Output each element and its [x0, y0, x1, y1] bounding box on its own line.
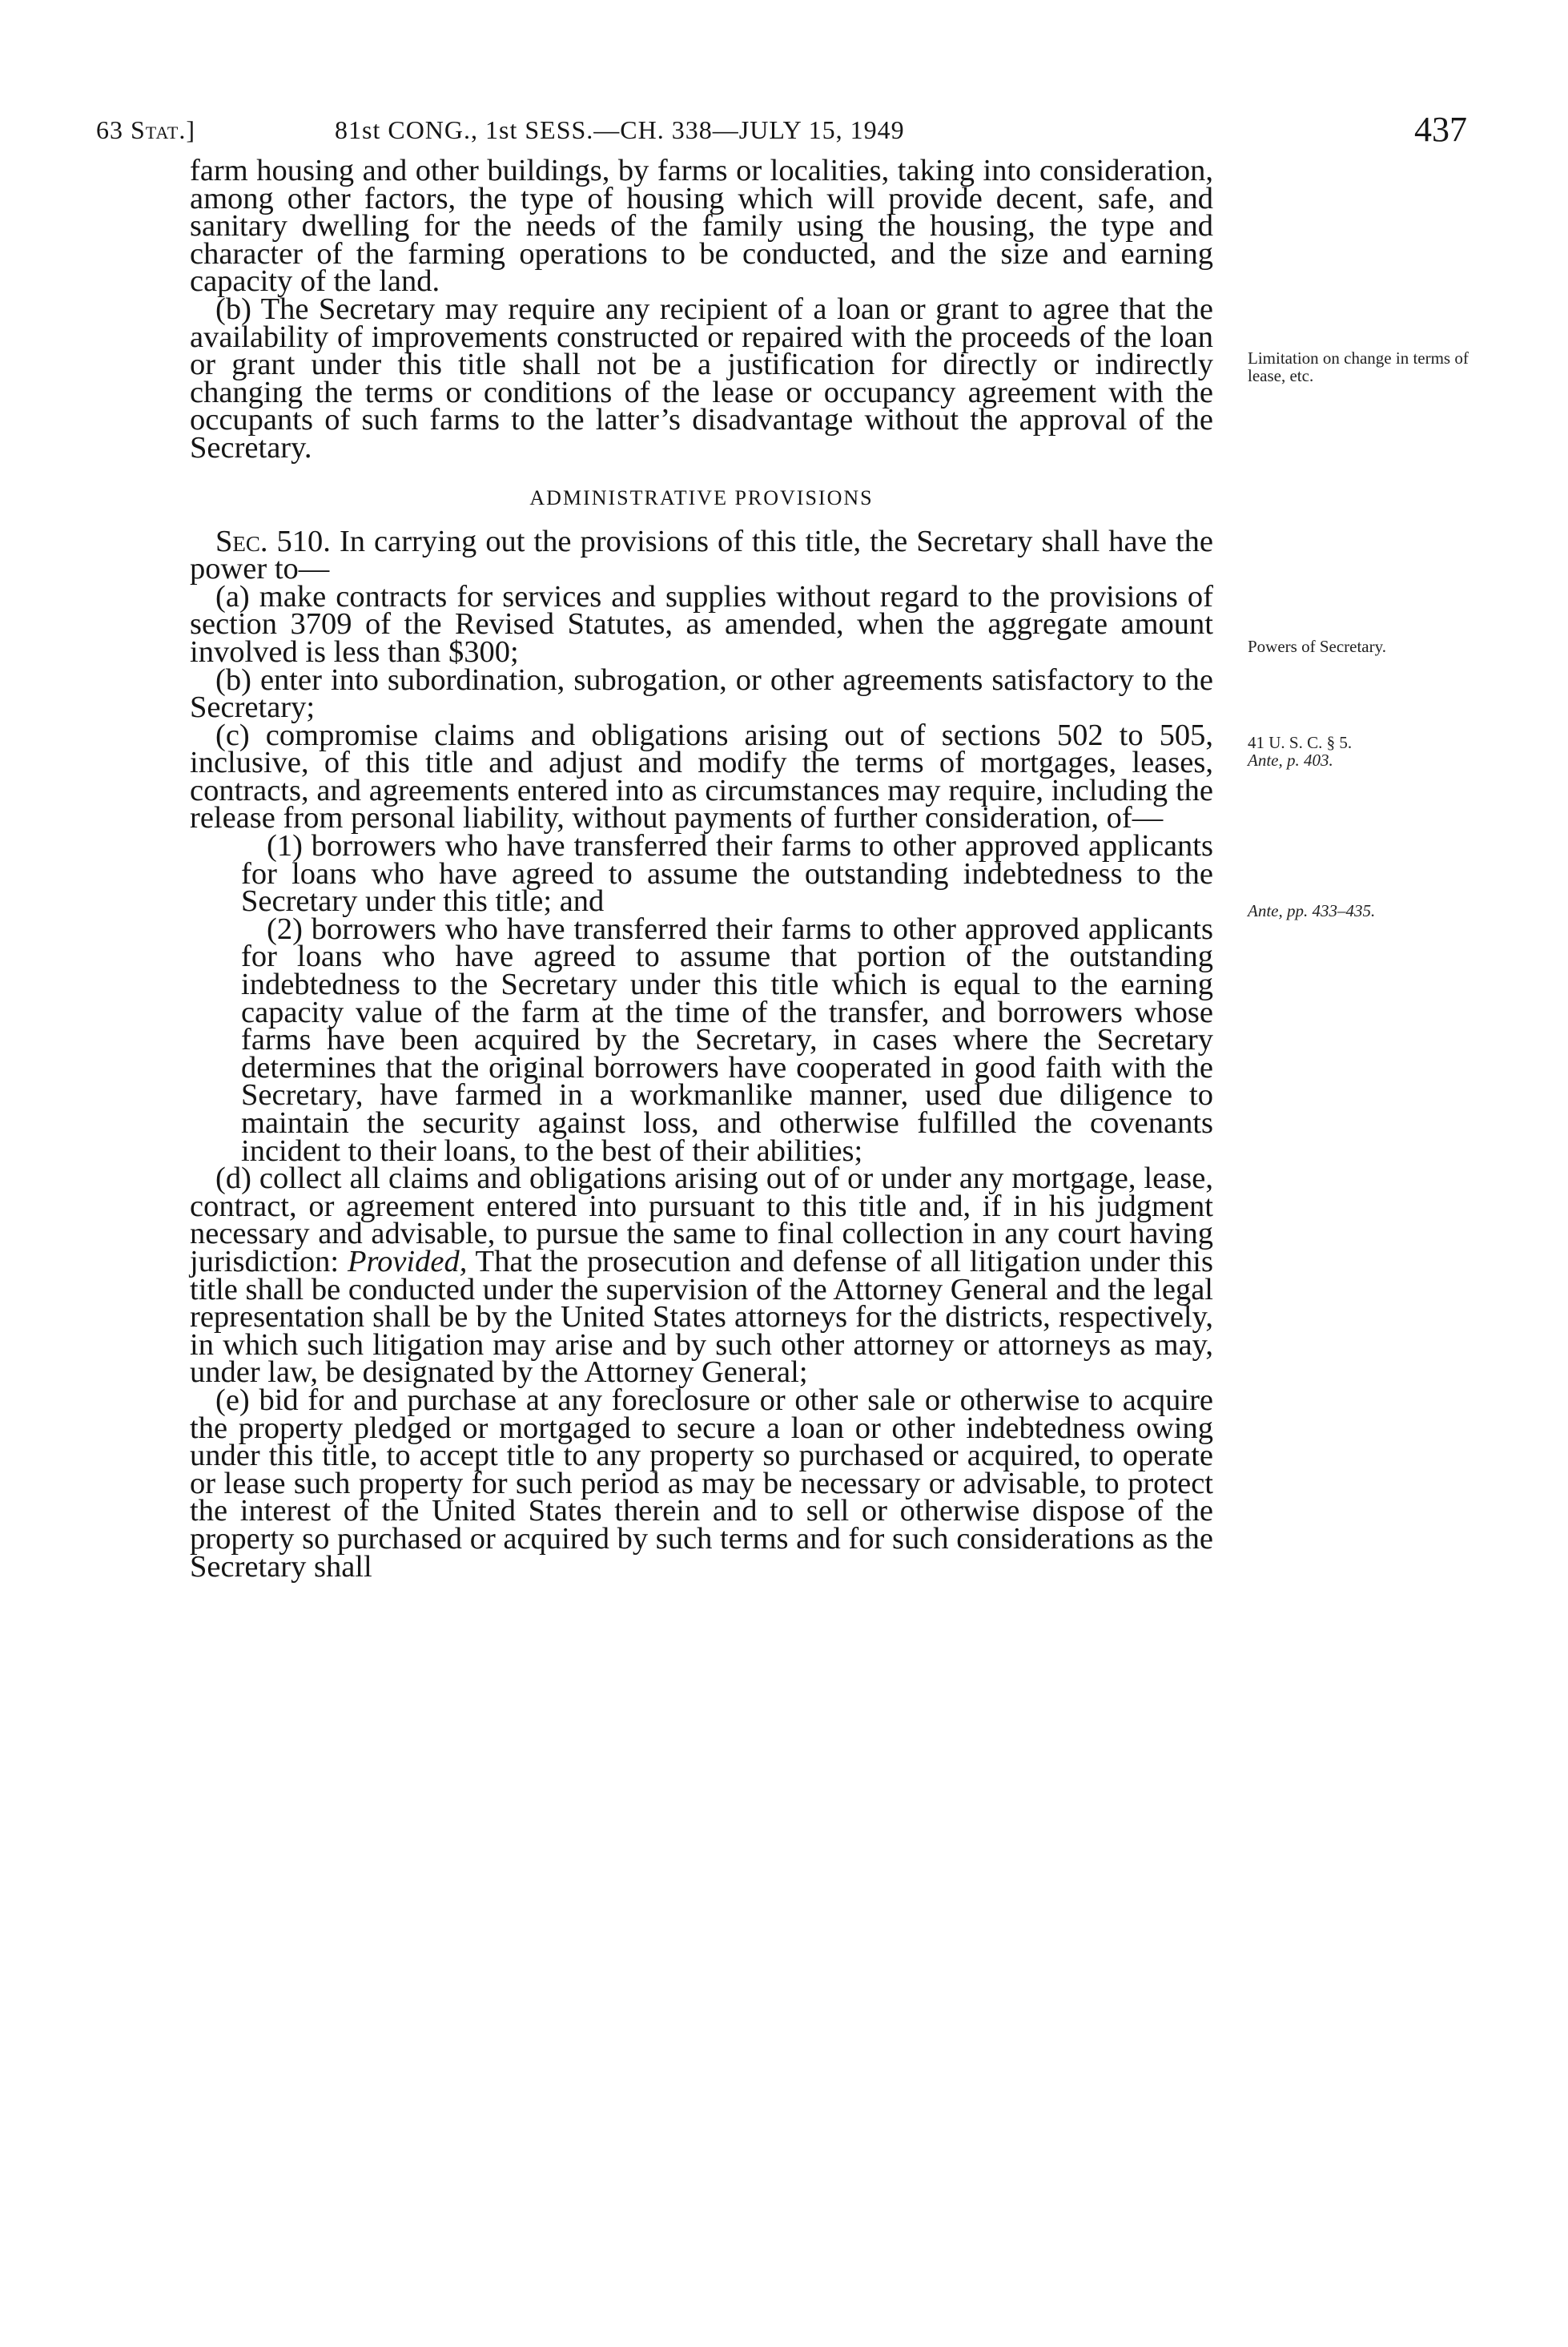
- item-d: [190, 1161, 1213, 1390]
- provided-clause: Provided,: [348, 1244, 468, 1278]
- margin-note-ante: [1248, 902, 1480, 920]
- item-d-text: (d) collect all claims and obligations arising out of or under any mortgage, lease, contract, or agreement entered into pursuant to this title and, if in his judgment necessary and advisable, to pursue the same to final collection in any court having jurisdiction:: [190, 1161, 1213, 1278]
- section-label: Sec. 510.: [215, 524, 331, 558]
- main-text: [190, 154, 1213, 1584]
- page-number: 437: [1414, 110, 1467, 149]
- statute-reference: 63 Stat.]: [96, 115, 196, 144]
- item-a: (a) make contracts for services and supplies without regard to the provisions of section 3709 of the Revised Statutes, as amended, when the aggregate amount involved is less than $300;: [190, 579, 1213, 669]
- item-d-proviso: That the prosecution and defense of all litigation under this title shall be conducted under the supervision of the Attorney General and the legal representation shall be by the United States attorneys for the districts, respectively, in which such litigation may arise and by such other attorney or attorneys as may, under law, be designated by the Attorney General;: [190, 1244, 1213, 1390]
- margin-note-powers: Powers of Secretary.: [1248, 637, 1386, 656]
- paragraph-continuation: farm housing and other buildings, by farms or localities, taking into consideration, among other factors, the type of housing which will provide decent, safe, and sanitary dwelling for the needs of the family using the housing, the type and character of the farming operations to be conducted, and the size and earning capacity of the land.: [190, 154, 1213, 299]
- margin-note-usc: [1248, 734, 1480, 769]
- ante-pages-citation: Ante, pp. 433–435.: [1248, 901, 1376, 920]
- ante-page-citation: Ante, p. 403.: [1248, 751, 1333, 770]
- margin-note-limitation: Limitation on change in terms of lease, etc.: [1248, 348, 1469, 385]
- item-e: (e) bid for and purchase at any foreclosure or other sale or otherwise to acquire the property pledged or mortgaged to secure a loan or other indebtedness owing under this title, to accept title to any property so purchased or acquired, to operate or lease such property for such period as may be necessary or advisable, to protect the interest of the United States therein and to sell or otherwise dispose of the property so purchased or acquired by such terms and for such considerations as the Secretary shall: [190, 1383, 1213, 1584]
- session-chapter-date: 81st CONG., 1st SESS.—CH. 338—JULY 15, 1949: [335, 115, 905, 144]
- section-intro-text: In carrying out the provisions of this title, the Secretary shall have the power to—: [190, 524, 1213, 586]
- item-c-2: (2) borrowers who have transferred their farms to other approved applicants for loans who have agreed to assume that portion of the outstanding indebtedness to the Secretary under this title which is equal to the earning capacity value of the farm at the time of the transfer, and borrowers whose farms have been acquired by the Secretary, in cases where the Secretary determines that the original borrowers have cooperated in good faith with the Secretary, have farmed in a workmanlike manner, used due diligence to maintain the security against loss, and otherwise fulfilled the covenants incident to their loans, to the best of their abilities;: [241, 912, 1213, 1168]
- item-c: (c) compromise claims and obligations arising out of sections 502 to 505, inclusive, of this title and adjust and modify the terms of mortgages, leases, contracts, and agreements entered into as circumstances may require, including the release from personal liability, without payments of further consideration, of—: [190, 718, 1213, 835]
- item-b: (b) enter into subordination, subrogation, or other agreements satisfactory to the Secretary;: [190, 662, 1213, 725]
- page-header: [96, 109, 1467, 151]
- item-c-1: (1) borrowers who have transferred their farms to other approved applicants for loans who have agreed to assume the outstanding indebtedness to the Secretary under this title; and: [241, 829, 1213, 919]
- section-510-intro: [190, 524, 1213, 586]
- paragraph-b-limitation: (b) The Secretary may require any recipient of a loan or grant to agree that the availability of improvements constructed or repaired with the proceeds of the loan or grant under this title shall not be a justification for directly or indirectly changing the terms or conditions of the lease or occupancy agreement with the occupants of such farms to the latter’s disadvantage without the approval of the Secretary.: [190, 292, 1213, 465]
- section-heading: ADMINISTRATIVE PROVISIONS: [529, 485, 874, 509]
- usc-citation: 41 U. S. C. § 5.: [1248, 733, 1353, 752]
